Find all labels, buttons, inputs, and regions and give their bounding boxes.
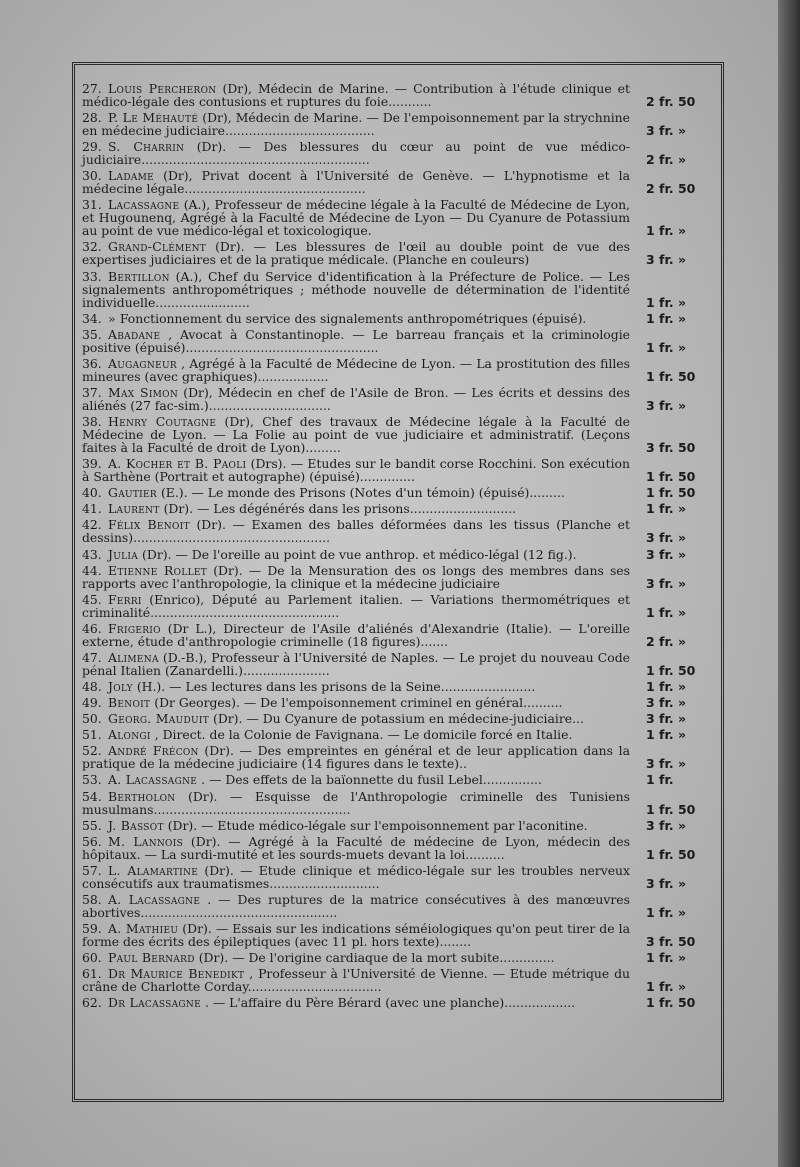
entry-number: 43. <box>82 546 102 562</box>
catalog-entry <box>82 728 712 741</box>
entry-author: Paul Bernard <box>108 950 195 966</box>
catalog-entry <box>82 864 712 890</box>
entry-author: Gautier <box>108 485 157 501</box>
entry-title: (A.), Professeur de médecine légale à la Faculté de Médecine de Lyon, et Hugounenq, Agrégé à la Faculté de Médecine de Lyon — Du Cyanure de Potassium au point de vue médico-légal et toxicologique. <box>82 197 630 239</box>
entry-number: 59. <box>82 921 102 936</box>
catalog-entry <box>82 712 712 725</box>
entry-text <box>82 312 630 325</box>
entry-title: . — Des ruptures de la matrice consécutives à des manœuvres abortives.................................................. <box>82 891 630 920</box>
entry-price: 1 fr. » <box>646 294 687 310</box>
entry-text <box>82 680 630 693</box>
entry-price: 1 fr. » <box>646 678 687 694</box>
catalog-entry <box>82 835 712 861</box>
entry-text <box>82 564 630 590</box>
entry-price: 1 fr. 50 <box>646 368 696 384</box>
entry-author: P. Le Méhauté <box>108 110 199 126</box>
entry-price: 1 fr. 50 <box>646 662 696 678</box>
entry-title: (Dr). — Les dégénérés dans les prisons........................... <box>163 501 517 517</box>
entry-author: A. Lacassagne <box>108 772 198 788</box>
entry-number: 40. <box>82 485 102 501</box>
entry-text <box>82 82 630 108</box>
entry-title: (Dr). — Agrégé à la Faculté de médecine de Lyon, médecin des hôpitaux. — La surdi-mutité et les sourds-muets devant la loi.......... <box>82 833 630 862</box>
entry-number: 47. <box>82 649 102 665</box>
catalog-entry <box>82 790 712 816</box>
entry-author: Etienne Rollet <box>108 562 208 578</box>
catalog-entry <box>82 240 712 266</box>
catalog-entry <box>82 502 712 515</box>
catalog-entry <box>82 893 712 919</box>
entry-number: 38. <box>82 414 102 430</box>
catalog-entry <box>82 651 712 677</box>
entry-title: (D.-B.), Professeur à l'Université de Naples. — Le projet du nouveau Code pénal Italien (Zanardelli.)...................... <box>82 649 630 678</box>
entry-number: 27. <box>82 81 102 96</box>
entry-title: , Agrégé à la Faculté de Médecine de Lyon. — La prostitution des filles mineures (avec graphiques).................. <box>82 355 630 384</box>
entry-text <box>82 548 630 561</box>
entry-price: 1 fr. 50 <box>646 846 696 862</box>
entry-number: 32. <box>82 239 102 255</box>
entry-text <box>82 819 630 832</box>
entry-author: Félix Benoit <box>108 517 190 533</box>
entry-number: 36. <box>82 355 102 371</box>
entry-number: 50. <box>82 711 102 727</box>
entry-author: Laurent <box>108 501 160 517</box>
entry-title: (A.), Chef du Service d'identification à la Préfecture de Police. — Les signalements anthropométriques ; méthode nouvelle de détermination de l'identité individuelle........................ <box>82 268 630 310</box>
entry-number: 46. <box>82 620 102 636</box>
catalog-entry <box>82 951 712 964</box>
entry-title: (Enrico), Député au Parlement italien. — Variations thermométriques et criminalité................................................ <box>82 591 630 620</box>
entry-text <box>82 893 630 919</box>
entry-text <box>82 357 630 383</box>
entry-title: (Dr), Médecin de Marine. — De l'empoisonnement par la strychnine en médecine judiciaire...................................... <box>82 110 630 139</box>
entry-author: Dr Lacassagne <box>108 995 201 1011</box>
entry-text <box>82 270 630 309</box>
entry-text <box>82 696 630 709</box>
entry-title: (Dr). — Les blessures de l'œil au double point de vue des expertises judiciaires et de la pratique médicale. (Planche en couleurs) <box>82 239 630 268</box>
entry-author: Bertillon <box>108 268 170 284</box>
entry-author: A. Kocher et B. Paoli <box>108 456 247 472</box>
entry-price: 1 fr. 50 <box>646 469 696 485</box>
entry-title: (Dr), Privat docent à l'Université de Genève. — L'hypnotisme et la médecine légale.............................................. <box>82 168 630 197</box>
entry-author: A. Lacassagne <box>108 891 201 907</box>
entry-title: (Dr Georges). — De l'empoisonnement criminel en général.......... <box>154 695 563 711</box>
catalog-entry <box>82 744 712 770</box>
entry-text <box>82 773 630 786</box>
entry-number: 33. <box>82 268 102 284</box>
entry-author: Alimena <box>108 649 159 665</box>
entry-title: (Dr L.), Directeur de l'Asile d'aliénés d'Alexandrie (Italie). — L'oreille externe, étude d'anthropologie criminelle (18 figures)....... <box>82 620 630 649</box>
entry-author: Dr Maurice Benedikt <box>108 966 245 982</box>
entry-price: 1 fr. » <box>646 979 687 995</box>
entry-author: Grand-Clément <box>108 239 207 255</box>
entry-price: 1 fr. 50 <box>646 995 696 1011</box>
entry-number: 44. <box>82 562 102 578</box>
entry-number: 60. <box>82 950 102 966</box>
entry-title: (Dr). — Du Cyanure de potassium en médecine-judiciaire... <box>212 711 584 727</box>
entry-price: 3 fr. » <box>646 397 687 413</box>
entry-price: 3 fr. » <box>646 817 687 833</box>
entry-number: 61. <box>82 966 102 982</box>
entry-author: Georg. Mauduit <box>108 711 210 727</box>
catalog-entry <box>82 593 712 619</box>
entry-text <box>82 518 630 544</box>
book-spine-edge <box>778 0 800 1167</box>
catalog-list <box>82 82 712 1012</box>
entry-text <box>82 457 630 483</box>
catalog-entry <box>82 922 712 948</box>
entry-price: 2 fr. 50 <box>646 181 696 197</box>
entry-price: 3 fr. 50 <box>646 440 696 456</box>
entry-text <box>82 386 630 412</box>
entry-number: 51. <box>82 727 102 743</box>
entry-title: , Direct. de la Colonie de Favignana. — Le domicile forcé en Italie. <box>154 727 573 743</box>
entry-price: 2 fr. » <box>646 633 687 649</box>
entry-text <box>82 486 630 499</box>
entry-price: 1 fr. » <box>646 950 687 966</box>
entry-title: (Dr). — Des blessures du cœur au point de vue médico-judiciaire.......................................................... <box>82 139 630 168</box>
entry-number: 37. <box>82 384 102 400</box>
entry-author: L. Alamartine <box>108 862 199 878</box>
entry-price: 1 fr. » <box>646 604 687 620</box>
entry-price: 3 fr. » <box>646 123 687 139</box>
entry-author: S. Charrin <box>108 139 185 155</box>
entry-title: (Dr). — Des empreintes en général et de leur application dans la pratique de la médecine judiciaire (14 figures dans le texte).. <box>82 743 630 772</box>
entry-price: 3 fr. » <box>646 530 687 546</box>
entry-number: 54. <box>82 788 102 804</box>
catalog-entry <box>82 386 712 412</box>
entry-text <box>82 712 630 725</box>
entry-text <box>82 651 630 677</box>
entry-text <box>82 140 630 166</box>
entry-text <box>82 728 630 741</box>
entry-text <box>82 744 630 770</box>
entry-price: 1 fr. <box>646 772 674 788</box>
entry-price: 1 fr. » <box>646 310 687 326</box>
catalog-entry <box>82 82 712 108</box>
entry-number: 39. <box>82 456 102 472</box>
entry-price: 3 fr. » <box>646 695 687 711</box>
entry-title: (Dr). — Esquisse de l'Anthropologie criminelle des Tunisiens musulmans.................................................. <box>82 788 630 817</box>
entry-author: Ferri <box>108 591 142 607</box>
catalog-entry <box>82 415 712 454</box>
catalog-entry <box>82 328 712 354</box>
entry-number: 45. <box>82 591 102 607</box>
entry-number: 28. <box>82 110 102 126</box>
entry-text <box>82 169 630 195</box>
entry-number: 49. <box>82 695 102 711</box>
entry-price: 2 fr. 50 <box>646 94 696 109</box>
entry-number: 30. <box>82 168 102 184</box>
catalog-entry <box>82 486 712 499</box>
entry-author: J. Bassot <box>108 817 164 833</box>
entry-number: 53. <box>82 772 102 788</box>
entry-number: 42. <box>82 517 102 533</box>
entry-title: (Dr). — Essais sur les indications séméiologiques qu'on peut tirer de la forme des écrits des épileptiques (avec 11 pl. hors texte)........ <box>82 921 630 949</box>
entry-text <box>82 240 630 266</box>
entry-author: » <box>108 310 116 326</box>
entry-number: 35. <box>82 326 102 342</box>
entry-price: 1 fr. » <box>646 727 687 743</box>
catalog-entry <box>82 680 712 693</box>
entry-number: 58. <box>82 891 102 907</box>
entry-text <box>82 593 630 619</box>
catalog-entry <box>82 140 712 166</box>
entry-title: (Dr). — Etude médico-légale sur l'empoisonnement par l'aconitine. <box>167 817 588 833</box>
entry-author: Augagneur <box>108 355 177 371</box>
catalog-entry <box>82 198 712 237</box>
catalog-entry <box>82 457 712 483</box>
entry-number: 55. <box>82 817 102 833</box>
entry-author: Joly <box>108 678 133 694</box>
catalog-entry <box>82 312 712 325</box>
entry-author: Louis Percheron <box>108 81 217 96</box>
entry-price: 3 fr. 50 <box>646 934 696 949</box>
entry-number: 57. <box>82 862 102 878</box>
catalog-entry <box>82 111 712 137</box>
entry-number: 34. <box>82 310 102 326</box>
catalog-entry <box>82 819 712 832</box>
entry-number: 31. <box>82 197 102 213</box>
entry-number: 48. <box>82 678 102 694</box>
catalog-entry <box>82 518 712 544</box>
entry-title: (H.). — Les lectures dans les prisons de la Seine........................ <box>136 678 536 694</box>
entry-text <box>82 502 630 515</box>
entry-author: André Frécon <box>108 743 199 759</box>
entry-price: 3 fr. » <box>646 875 687 891</box>
entry-text <box>82 198 630 237</box>
entry-title: (Dr). — Etude clinique et médico-légale sur les troubles nerveux consécutifs aux traumatismes............................ <box>82 862 630 891</box>
entry-title: . — Des effets de la baïonnette du fusil Lebel............... <box>201 772 542 788</box>
entry-text <box>82 967 630 993</box>
entry-text <box>82 328 630 354</box>
entry-author: Julia <box>108 546 139 562</box>
entry-title: (E.). — Le monde des Prisons (Notes d'un témoin) (épuisé)......... <box>160 485 565 501</box>
entry-author: Frigerio <box>108 620 161 636</box>
entry-text <box>82 622 630 648</box>
entry-title: . — L'affaire du Père Bérard (avec une planche).................. <box>204 995 576 1011</box>
entry-number: 62. <box>82 995 102 1011</box>
entry-title: (Dr), Médecin de Marine. — Contribution à l'étude clinique et médico-légale des contusions et ruptures du foie........... <box>82 81 630 109</box>
catalog-entry <box>82 548 712 561</box>
entry-author: Max Simon <box>108 384 179 400</box>
catalog-entry <box>82 564 712 590</box>
entry-text <box>82 996 630 1009</box>
entry-text <box>82 790 630 816</box>
entry-title: Fonctionnement du service des signalements anthropométriques (épuisé). <box>119 310 587 326</box>
entry-title: (Dr), Chef des travaux de Médecine légale à la Faculté de Médecine de Lyon. — La Folie au point de vue judiciaire et administratif. (Leçons faites à la Faculté de droit de Lyon)......... <box>82 414 631 456</box>
entry-author: Alongi <box>108 727 151 743</box>
entry-price: 3 fr. » <box>646 756 687 772</box>
entry-title: (Dr). — De la Mensuration des os longs des membres dans ses rapports avec l'anthropologie, la clinique et la médecine judiciaire <box>82 562 630 591</box>
catalog-entry <box>82 169 712 195</box>
entry-author: Lacassagne <box>108 197 180 213</box>
catalog-entry <box>82 357 712 383</box>
entry-title: (Dr). — Examen des balles déformées dans les tissus (Planche et dessins).................................................. <box>82 517 630 546</box>
entry-price: 1 fr. 50 <box>646 801 696 817</box>
entry-text <box>82 415 630 454</box>
entry-price: 2 fr. » <box>646 152 687 168</box>
entry-price: 1 fr. » <box>646 501 687 517</box>
entry-title: , Professeur à l'Université de Vienne. — Etude métrique du crâne de Charlotte Corday.................................. <box>82 966 631 995</box>
entry-price: 1 fr. » <box>646 904 687 920</box>
entry-author: Ladame <box>108 168 155 184</box>
entry-author: A. Mathieu <box>108 921 179 936</box>
entry-text <box>82 922 630 948</box>
catalog-entry <box>82 622 712 648</box>
catalog-entry <box>82 967 712 993</box>
entry-number: 56. <box>82 833 102 849</box>
entry-number: 41. <box>82 501 102 517</box>
entry-price: 1 fr. » <box>646 223 687 239</box>
entry-title: (Dr). — De l'oreille au point de vue anthrop. et médico-légal (12 fig.). <box>142 546 577 562</box>
entry-title: (Dr), Médecin en chef de l'Asile de Bron. — Les écrits et dessins des aliénés (27 fac-sim.)............................... <box>82 384 630 413</box>
entry-text <box>82 951 630 964</box>
catalog-entry <box>82 270 712 309</box>
entry-price: 3 fr. » <box>646 575 687 591</box>
entry-price: 3 fr. » <box>646 711 687 727</box>
entry-author: Benoit <box>108 695 151 711</box>
catalog-entry <box>82 696 712 709</box>
entry-title: , Avocat à Constantinople. — Le barreau français et la criminologie positive (épuisé)................................................. <box>82 326 630 355</box>
catalog-entry <box>82 773 712 786</box>
entry-author: Abadane <box>108 326 161 342</box>
entry-price: 1 fr. » <box>646 339 687 355</box>
entry-author: M. Lannois <box>108 833 184 849</box>
entry-author: Henry Coutagne <box>108 414 217 430</box>
entry-title: (Drs). — Etudes sur le bandit corse Rocchini. Son exécution à Sarthène (Portrait et autographe) (épuisé).............. <box>82 456 630 485</box>
entry-text <box>82 864 630 890</box>
entry-price: 3 fr. » <box>646 252 687 268</box>
entry-price: 3 fr. » <box>646 546 687 562</box>
entry-number: 29. <box>82 139 102 155</box>
entry-price: 1 fr. 50 <box>646 485 696 501</box>
entry-text <box>82 111 630 137</box>
entry-author: Bertholon <box>108 788 176 804</box>
entry-title: (Dr). — De l'origine cardiaque de la mort subite.............. <box>198 950 555 966</box>
catalog-entry <box>82 996 712 1009</box>
entry-number: 52. <box>82 743 102 759</box>
entry-text <box>82 835 630 861</box>
